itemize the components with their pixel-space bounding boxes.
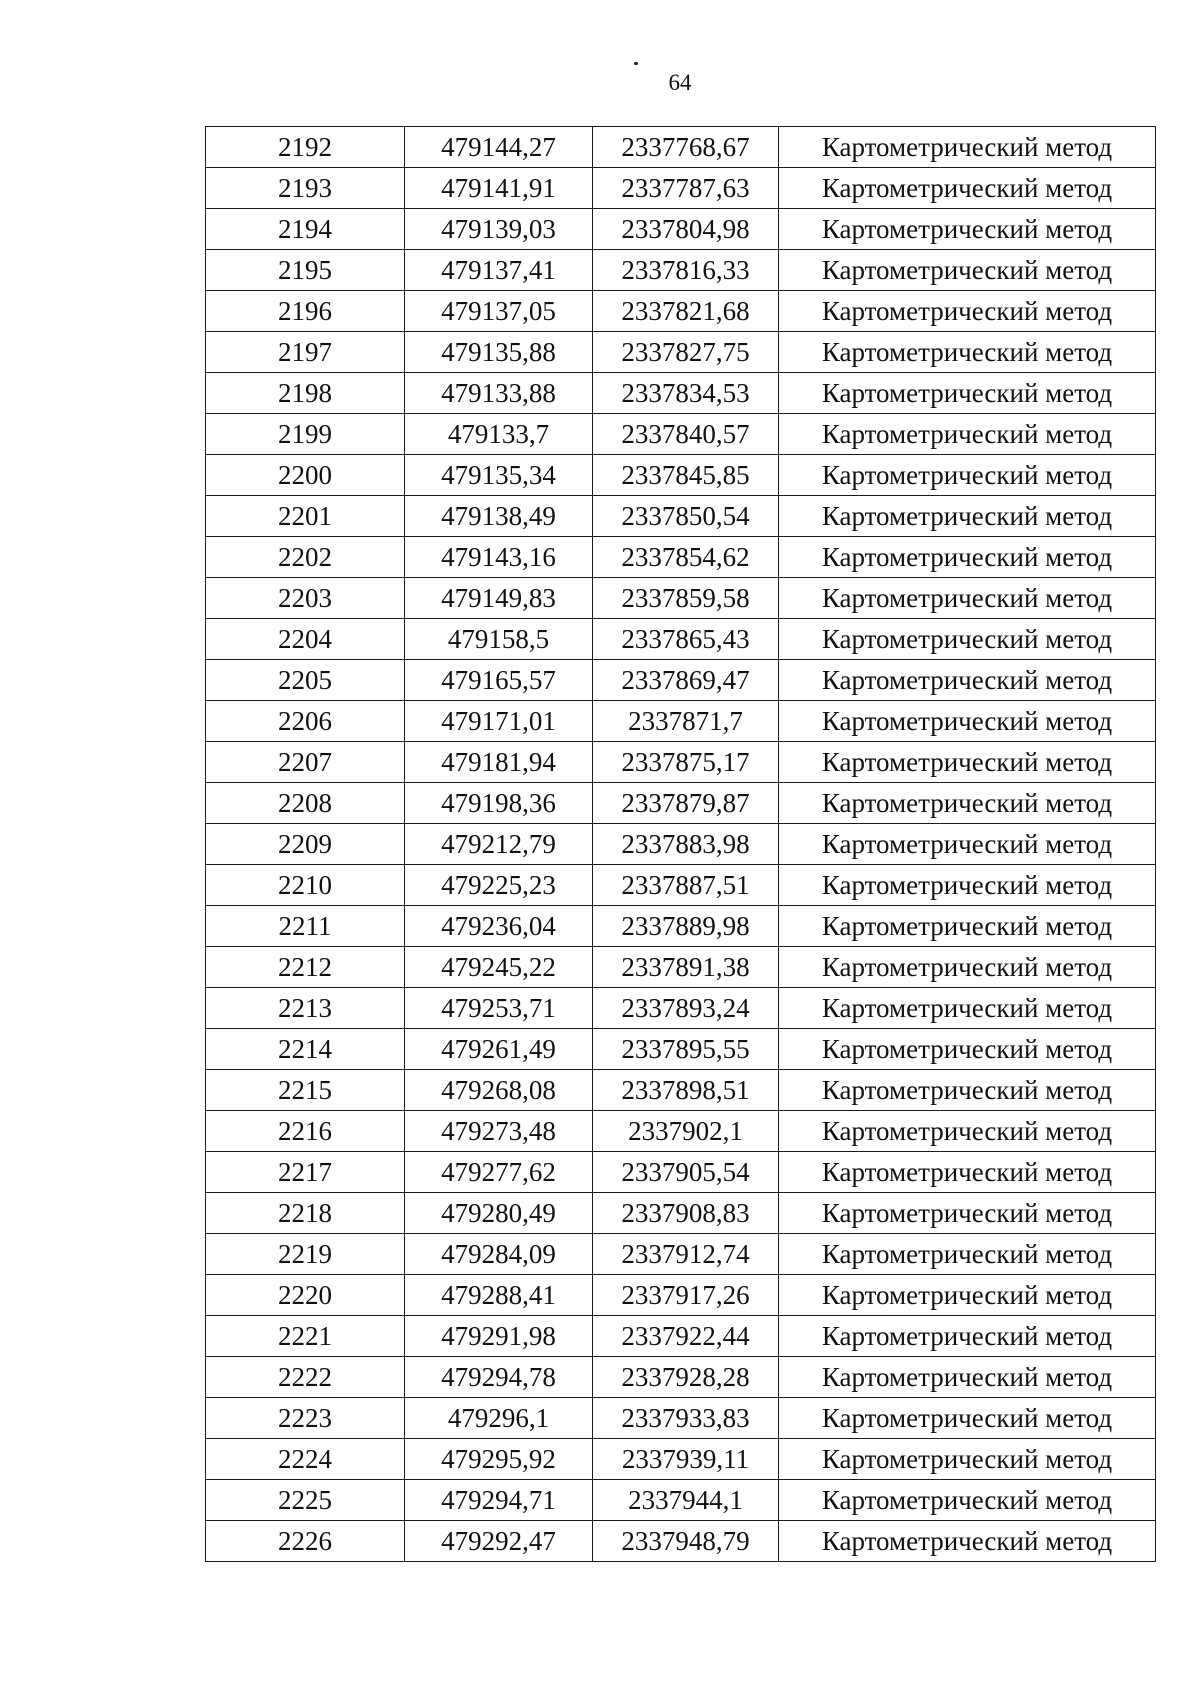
method-cell: Картометрический метод	[779, 332, 1156, 373]
point-number-cell: 2196	[206, 291, 405, 332]
point-number-cell: 2211	[206, 906, 405, 947]
method-cell: Картометрический метод	[779, 291, 1156, 332]
table-row	[206, 1029, 1156, 1070]
x-coordinate-cell: 479288,41	[405, 1275, 593, 1316]
point-number-cell: 2224	[206, 1439, 405, 1480]
x-coordinate-cell: 479137,05	[405, 291, 593, 332]
point-number-cell: 2210	[206, 865, 405, 906]
y-coordinate-cell: 2337895,55	[593, 1029, 779, 1070]
x-coordinate-cell: 479133,7	[405, 414, 593, 455]
y-coordinate-cell: 2337889,98	[593, 906, 779, 947]
table-row	[206, 1234, 1156, 1275]
point-number-cell: 2226	[206, 1521, 405, 1562]
page-number: 64	[668, 70, 692, 95]
x-coordinate-cell: 479138,49	[405, 496, 593, 537]
method-cell: Картометрический метод	[779, 578, 1156, 619]
point-number-cell: 2202	[206, 537, 405, 578]
point-number-cell: 2198	[206, 373, 405, 414]
x-coordinate-cell: 479133,88	[405, 373, 593, 414]
method-cell: Картометрический метод	[779, 701, 1156, 742]
y-coordinate-cell: 2337821,68	[593, 291, 779, 332]
method-cell: Картометрический метод	[779, 824, 1156, 865]
table-row	[206, 783, 1156, 824]
table-row	[206, 414, 1156, 455]
method-cell: Картометрический метод	[779, 537, 1156, 578]
y-coordinate-cell: 2337804,98	[593, 209, 779, 250]
point-number-cell: 2215	[206, 1070, 405, 1111]
x-coordinate-cell: 479135,34	[405, 455, 593, 496]
point-number-cell: 2219	[206, 1234, 405, 1275]
y-coordinate-cell: 2337905,54	[593, 1152, 779, 1193]
coordinates-table	[205, 126, 1156, 1562]
point-number-cell: 2204	[206, 619, 405, 660]
method-cell: Картометрический метод	[779, 1439, 1156, 1480]
y-coordinate-cell: 2337908,83	[593, 1193, 779, 1234]
x-coordinate-cell: 479181,94	[405, 742, 593, 783]
table-row	[206, 1316, 1156, 1357]
method-cell: Картометрический метод	[779, 906, 1156, 947]
table-row	[206, 496, 1156, 537]
table-row	[206, 1193, 1156, 1234]
method-cell: Картометрический метод	[779, 988, 1156, 1029]
x-coordinate-cell: 479135,88	[405, 332, 593, 373]
y-coordinate-cell: 2337854,62	[593, 537, 779, 578]
y-coordinate-cell: 2337912,74	[593, 1234, 779, 1275]
table-row	[206, 209, 1156, 250]
point-number-cell: 2225	[206, 1480, 405, 1521]
method-cell: Картометрический метод	[779, 865, 1156, 906]
point-number-cell: 2218	[206, 1193, 405, 1234]
x-coordinate-cell: 479137,41	[405, 250, 593, 291]
table-row	[206, 947, 1156, 988]
y-coordinate-cell: 2337928,28	[593, 1357, 779, 1398]
point-number-cell: 2217	[206, 1152, 405, 1193]
point-number-cell: 2212	[206, 947, 405, 988]
method-cell: Картометрический метод	[779, 1193, 1156, 1234]
table-row	[206, 373, 1156, 414]
table-row	[206, 906, 1156, 947]
x-coordinate-cell: 479294,71	[405, 1480, 593, 1521]
point-number-cell: 2207	[206, 742, 405, 783]
y-coordinate-cell: 2337887,51	[593, 865, 779, 906]
point-number-cell: 2206	[206, 701, 405, 742]
method-cell: Картометрический метод	[779, 1111, 1156, 1152]
x-coordinate-cell: 479296,1	[405, 1398, 593, 1439]
y-coordinate-cell: 2337768,67	[593, 127, 779, 168]
y-coordinate-cell: 2337834,53	[593, 373, 779, 414]
point-number-cell: 2192	[206, 127, 405, 168]
point-number-cell: 2194	[206, 209, 405, 250]
x-coordinate-cell: 479139,03	[405, 209, 593, 250]
method-cell: Картометрический метод	[779, 496, 1156, 537]
table-row	[206, 1152, 1156, 1193]
y-coordinate-cell: 2337827,75	[593, 332, 779, 373]
x-coordinate-cell: 479141,91	[405, 168, 593, 209]
x-coordinate-cell: 479284,09	[405, 1234, 593, 1275]
x-coordinate-cell: 479245,22	[405, 947, 593, 988]
table-row	[206, 455, 1156, 496]
table-row	[206, 291, 1156, 332]
scan-artifact-dot	[634, 62, 638, 65]
x-coordinate-cell: 479171,01	[405, 701, 593, 742]
x-coordinate-cell: 479295,92	[405, 1439, 593, 1480]
y-coordinate-cell: 2337917,26	[593, 1275, 779, 1316]
y-coordinate-cell: 2337944,1	[593, 1480, 779, 1521]
method-cell: Картометрический метод	[779, 1398, 1156, 1439]
table-row	[206, 1070, 1156, 1111]
method-cell: Картометрический метод	[779, 1357, 1156, 1398]
table-row	[206, 332, 1156, 373]
x-coordinate-cell: 479225,23	[405, 865, 593, 906]
y-coordinate-cell: 2337869,47	[593, 660, 779, 701]
point-number-cell: 2199	[206, 414, 405, 455]
point-number-cell: 2222	[206, 1357, 405, 1398]
table-row	[206, 1521, 1156, 1562]
point-number-cell: 2221	[206, 1316, 405, 1357]
table-row	[206, 1357, 1156, 1398]
point-number-cell: 2201	[206, 496, 405, 537]
y-coordinate-cell: 2337816,33	[593, 250, 779, 291]
point-number-cell: 2214	[206, 1029, 405, 1070]
table-row	[206, 578, 1156, 619]
method-cell: Картометрический метод	[779, 455, 1156, 496]
point-number-cell: 2193	[206, 168, 405, 209]
y-coordinate-cell: 2337787,63	[593, 168, 779, 209]
x-coordinate-cell: 479144,27	[405, 127, 593, 168]
method-cell: Картометрический метод	[779, 373, 1156, 414]
point-number-cell: 2208	[206, 783, 405, 824]
y-coordinate-cell: 2337840,57	[593, 414, 779, 455]
method-cell: Картометрический метод	[779, 1029, 1156, 1070]
x-coordinate-cell: 479253,71	[405, 988, 593, 1029]
x-coordinate-cell: 479236,04	[405, 906, 593, 947]
x-coordinate-cell: 479294,78	[405, 1357, 593, 1398]
table-row	[206, 865, 1156, 906]
y-coordinate-cell: 2337865,43	[593, 619, 779, 660]
method-cell: Картометрический метод	[779, 414, 1156, 455]
x-coordinate-cell: 479143,16	[405, 537, 593, 578]
y-coordinate-cell: 2337845,85	[593, 455, 779, 496]
method-cell: Картометрический метод	[779, 127, 1156, 168]
x-coordinate-cell: 479165,57	[405, 660, 593, 701]
point-number-cell: 2200	[206, 455, 405, 496]
method-cell: Картометрический метод	[779, 783, 1156, 824]
y-coordinate-cell: 2337879,87	[593, 783, 779, 824]
x-coordinate-cell: 479292,47	[405, 1521, 593, 1562]
y-coordinate-cell: 2337939,11	[593, 1439, 779, 1480]
table-row	[206, 1111, 1156, 1152]
y-coordinate-cell: 2337922,44	[593, 1316, 779, 1357]
method-cell: Картометрический метод	[779, 168, 1156, 209]
x-coordinate-cell: 479273,48	[405, 1111, 593, 1152]
point-number-cell: 2195	[206, 250, 405, 291]
y-coordinate-cell: 2337933,83	[593, 1398, 779, 1439]
method-cell: Картометрический метод	[779, 1316, 1156, 1357]
y-coordinate-cell: 2337883,98	[593, 824, 779, 865]
x-coordinate-cell: 479280,49	[405, 1193, 593, 1234]
table-row	[206, 619, 1156, 660]
method-cell: Картометрический метод	[779, 1480, 1156, 1521]
method-cell: Картометрический метод	[779, 1521, 1156, 1562]
y-coordinate-cell: 2337898,51	[593, 1070, 779, 1111]
y-coordinate-cell: 2337902,1	[593, 1111, 779, 1152]
x-coordinate-cell: 479198,36	[405, 783, 593, 824]
point-number-cell: 2220	[206, 1275, 405, 1316]
y-coordinate-cell: 2337871,7	[593, 701, 779, 742]
y-coordinate-cell: 2337891,38	[593, 947, 779, 988]
point-number-cell: 2209	[206, 824, 405, 865]
table-row	[206, 824, 1156, 865]
point-number-cell: 2213	[206, 988, 405, 1029]
y-coordinate-cell: 2337948,79	[593, 1521, 779, 1562]
table-row	[206, 1275, 1156, 1316]
method-cell: Картометрический метод	[779, 1070, 1156, 1111]
y-coordinate-cell: 2337893,24	[593, 988, 779, 1029]
table-row	[206, 1398, 1156, 1439]
point-number-cell: 2205	[206, 660, 405, 701]
table-row	[206, 988, 1156, 1029]
x-coordinate-cell: 479149,83	[405, 578, 593, 619]
x-coordinate-cell: 479212,79	[405, 824, 593, 865]
table-row	[206, 537, 1156, 578]
method-cell: Картометрический метод	[779, 1152, 1156, 1193]
table-row	[206, 1439, 1156, 1480]
x-coordinate-cell: 479291,98	[405, 1316, 593, 1357]
x-coordinate-cell: 479261,49	[405, 1029, 593, 1070]
coordinates-table-body	[206, 127, 1156, 1562]
table-row	[206, 742, 1156, 783]
table-row	[206, 127, 1156, 168]
x-coordinate-cell: 479277,62	[405, 1152, 593, 1193]
table-row	[206, 701, 1156, 742]
y-coordinate-cell: 2337859,58	[593, 578, 779, 619]
method-cell: Картометрический метод	[779, 660, 1156, 701]
y-coordinate-cell: 2337875,17	[593, 742, 779, 783]
method-cell: Картометрический метод	[779, 619, 1156, 660]
method-cell: Картометрический метод	[779, 947, 1156, 988]
table-row	[206, 250, 1156, 291]
method-cell: Картометрический метод	[779, 742, 1156, 783]
method-cell: Картометрический метод	[779, 250, 1156, 291]
method-cell: Картометрический метод	[779, 209, 1156, 250]
table-row	[206, 660, 1156, 701]
table-row	[206, 168, 1156, 209]
table-row	[206, 1480, 1156, 1521]
point-number-cell: 2216	[206, 1111, 405, 1152]
y-coordinate-cell: 2337850,54	[593, 496, 779, 537]
point-number-cell: 2197	[206, 332, 405, 373]
method-cell: Картометрический метод	[779, 1275, 1156, 1316]
point-number-cell: 2203	[206, 578, 405, 619]
x-coordinate-cell: 479158,5	[405, 619, 593, 660]
point-number-cell: 2223	[206, 1398, 405, 1439]
x-coordinate-cell: 479268,08	[405, 1070, 593, 1111]
method-cell: Картометрический метод	[779, 1234, 1156, 1275]
